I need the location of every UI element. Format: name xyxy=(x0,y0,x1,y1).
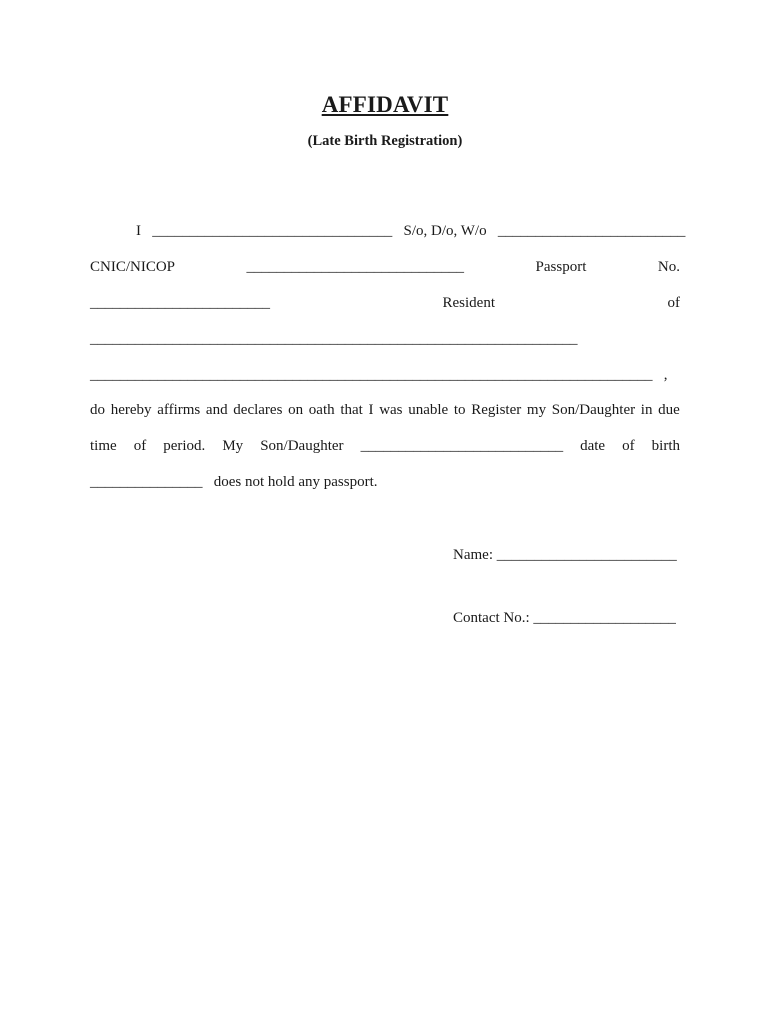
contact-blank[interactable]: ___________________ xyxy=(533,610,676,626)
contact-label: Contact No.: xyxy=(453,610,530,626)
declaration-word: do xyxy=(90,402,105,418)
declaration-word: date xyxy=(580,438,606,454)
document-title: AFFIDAVIT xyxy=(321,92,449,117)
declaration-word: that xyxy=(340,402,363,418)
declaration-word: Son/Daughter xyxy=(551,402,636,418)
declaration-word: declares xyxy=(233,402,283,418)
line-declaration-1 xyxy=(90,400,680,420)
pronoun-i: I xyxy=(136,223,141,239)
line-address-1 xyxy=(90,329,680,349)
declaration-word: Register xyxy=(471,402,522,418)
line-declaration-2 xyxy=(90,436,680,456)
declaration-word: hereby xyxy=(110,402,152,418)
line-name-relation xyxy=(136,221,686,241)
relation-name-blank[interactable]: _________________________ xyxy=(497,223,686,239)
declaration-word: Son/Daughter xyxy=(260,438,344,454)
declaration-word: on xyxy=(288,402,304,418)
signature-name-line xyxy=(453,545,677,565)
line-passport-resident xyxy=(90,293,680,313)
declaration-word: was xyxy=(379,402,403,418)
passport-no-label: No. xyxy=(657,259,680,275)
declaration-word: in xyxy=(640,402,653,418)
address-blank-1[interactable]: _________________________________________________________________ xyxy=(90,331,578,347)
declaration-word: birth xyxy=(651,438,680,454)
declaration-word: due xyxy=(658,402,680,418)
document-subtitle: (Late Birth Registration) xyxy=(307,133,463,149)
signature-name-blank[interactable]: ________________________ xyxy=(496,547,677,563)
name-blank[interactable]: ________________________________ xyxy=(152,223,393,239)
cnic-label: CNIC/NICOP xyxy=(90,259,176,275)
declaration-word: and xyxy=(205,402,228,418)
signature-contact-line xyxy=(453,608,676,628)
line-cnic-passport xyxy=(90,257,680,277)
resident-label: Resident xyxy=(442,295,495,311)
address-blank-2[interactable]: ___________________________________________________________________________ xyxy=(90,367,653,383)
declaration-word: My xyxy=(222,438,244,454)
declaration-word: of xyxy=(622,438,635,454)
line-declaration-3 xyxy=(90,472,680,492)
declaration-word: my xyxy=(526,402,547,418)
passport-blank[interactable]: ________________________ xyxy=(90,295,270,311)
declaration-word: period. xyxy=(163,438,206,454)
of-label: of xyxy=(667,295,680,311)
declaration-word: unable xyxy=(408,402,449,418)
declaration-word: to xyxy=(453,402,466,418)
declaration-word: I xyxy=(368,402,374,418)
line-address-2 xyxy=(90,365,680,385)
declaration-end-text: does not hold any passport. xyxy=(213,474,378,490)
relation-label: S/o, D/o, W/o xyxy=(403,223,487,239)
address-comma: , xyxy=(663,367,668,383)
declaration-word: time xyxy=(90,438,117,454)
cnic-blank[interactable]: _____________________________ xyxy=(246,259,465,275)
declaration-word: affirms xyxy=(157,402,201,418)
name-label: Name: xyxy=(453,547,493,563)
declaration-word: of xyxy=(133,438,147,454)
date-of-birth-blank[interactable]: _______________ xyxy=(90,474,203,490)
passport-label: Passport xyxy=(535,259,587,275)
child-name-blank[interactable]: ___________________________ xyxy=(360,438,564,454)
declaration-word: oath xyxy=(308,402,335,418)
